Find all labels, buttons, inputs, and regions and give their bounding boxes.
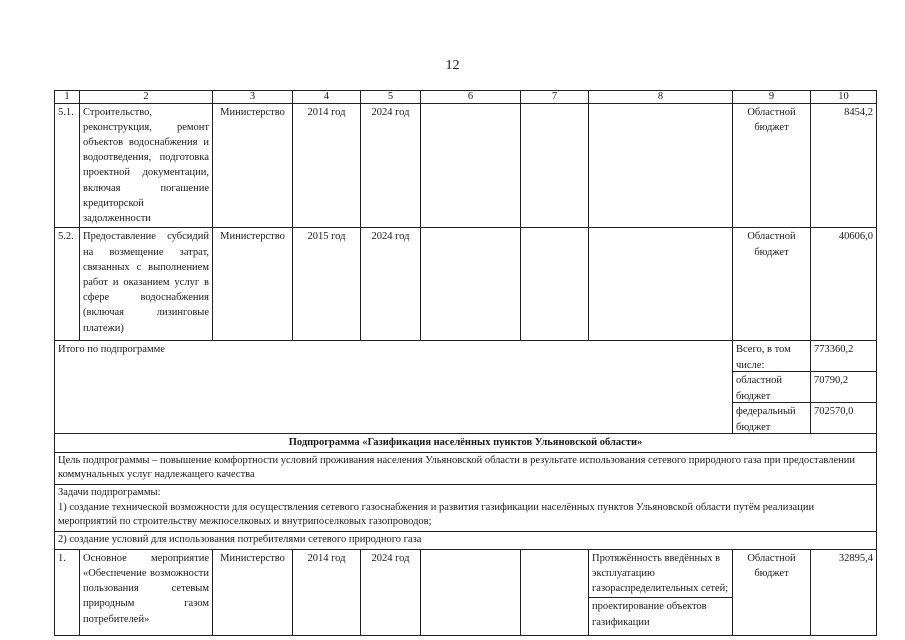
subprogram-title-row (55, 434, 877, 452)
col-num-4: 4 (293, 91, 361, 104)
column-numbers-row (55, 91, 877, 104)
start-year: 2014 год (293, 103, 361, 228)
col-num-8: 8 (589, 91, 733, 104)
row-number: 5.2. (55, 228, 80, 341)
indicator-1: Протяжённость введённых в эксплуатацию газораспределительных сетей; (589, 550, 732, 599)
col-num-5: 5 (361, 91, 421, 104)
indicator-2: проектирование объектов газификации (592, 601, 707, 628)
table-row (55, 228, 877, 341)
empty-cell (421, 103, 521, 228)
empty-cell (421, 228, 521, 341)
end-year: 2024 год (361, 103, 421, 228)
col-num-7: 7 (521, 91, 589, 104)
start-year: 2014 год (293, 549, 361, 635)
col-num-6: 6 (421, 91, 521, 104)
total-amount-all: 773360,2 (811, 341, 876, 372)
empty-cell (521, 228, 589, 341)
task-1: 1) создание технической возможности для осуществления сетевого газоснабжения и развития газификации населённых пунктов Ульяновской области путём реализации мероприятий по строительству межпоселковых и внутрипоселковых газопроводов; (58, 501, 815, 528)
funding-amount: 8454,2 (811, 103, 877, 228)
col-num-10: 10 (811, 91, 877, 104)
total-amount-regional: 70790,2 (811, 372, 876, 403)
col-num-3: 3 (213, 91, 293, 104)
empty-cell (521, 103, 589, 228)
task2-row (55, 531, 877, 549)
row-number: 5.1. (55, 103, 80, 228)
total-source-federal: федеральный бюджет (736, 406, 796, 433)
empty-cell (521, 549, 589, 635)
activity-name: Строительство, реконструкция, ремонт объектов водоснабжения и водоотведения, подготовка проектной документации, включая погашение кредиторской задолженности (80, 103, 213, 228)
funding-amount: 32895,4 (811, 549, 877, 635)
executor: Министерство (213, 549, 293, 635)
row-number: 1. (55, 549, 80, 635)
total-row (55, 341, 877, 434)
funding-source: Областной бюджет (733, 549, 811, 635)
end-year: 2024 год (361, 549, 421, 635)
indicators (589, 549, 733, 635)
page-number: 12 (445, 58, 460, 73)
total-label: Итого по подпрограмме (55, 341, 733, 434)
tasks-row (55, 484, 877, 531)
total-source-all: Всего, в том числе: (733, 341, 810, 372)
executor: Министерство (213, 103, 293, 228)
empty-cell (589, 228, 733, 341)
tasks-title: Задачи подпрограммы: (58, 486, 161, 498)
empty-cell (421, 549, 521, 635)
funding-source: Областной бюджет (733, 103, 811, 228)
empty-cell (589, 103, 733, 228)
activity-name: Основное мероприятие «Обеспечение возможности пользования сетевым природным газом потребителей» (80, 549, 213, 635)
funding-source: Областной бюджет (733, 228, 811, 341)
total-amounts (811, 341, 877, 434)
subprogram-title: Подпрограмма «Газификация населённых пунктов Ульяновской области» (55, 434, 877, 452)
total-amount-federal: 702570,0 (814, 406, 854, 418)
table-row (55, 103, 877, 228)
col-num-2: 2 (80, 91, 213, 104)
executor: Министерство (213, 228, 293, 341)
subprogram-goal: Цель подпрограммы – повышение комфортности условий проживания населения Ульяновской области в результате использования сетевого природного газа при предоставлении коммунальных услуг надлежащего качества (55, 452, 877, 484)
activity-name: Предоставление субсидий на возмещение затрат, связанных с выполнением работ и оказанием услуг в сфере водоснабжения (включая лизинговые платежи) (80, 228, 213, 341)
total-source-regional: областной бюджет (733, 372, 810, 403)
program-table (54, 90, 877, 636)
table-row (55, 549, 877, 635)
total-sources (733, 341, 811, 434)
col-num-9: 9 (733, 91, 811, 104)
task-2: 2) создание условий для использования потребителями сетевого природного газа (55, 531, 877, 549)
col-num-1: 1 (55, 91, 80, 104)
end-year: 2024 год (361, 228, 421, 341)
start-year: 2015 год (293, 228, 361, 341)
goal-row (55, 452, 877, 484)
subprogram-tasks (55, 484, 877, 531)
funding-amount: 40606,0 (811, 228, 877, 341)
